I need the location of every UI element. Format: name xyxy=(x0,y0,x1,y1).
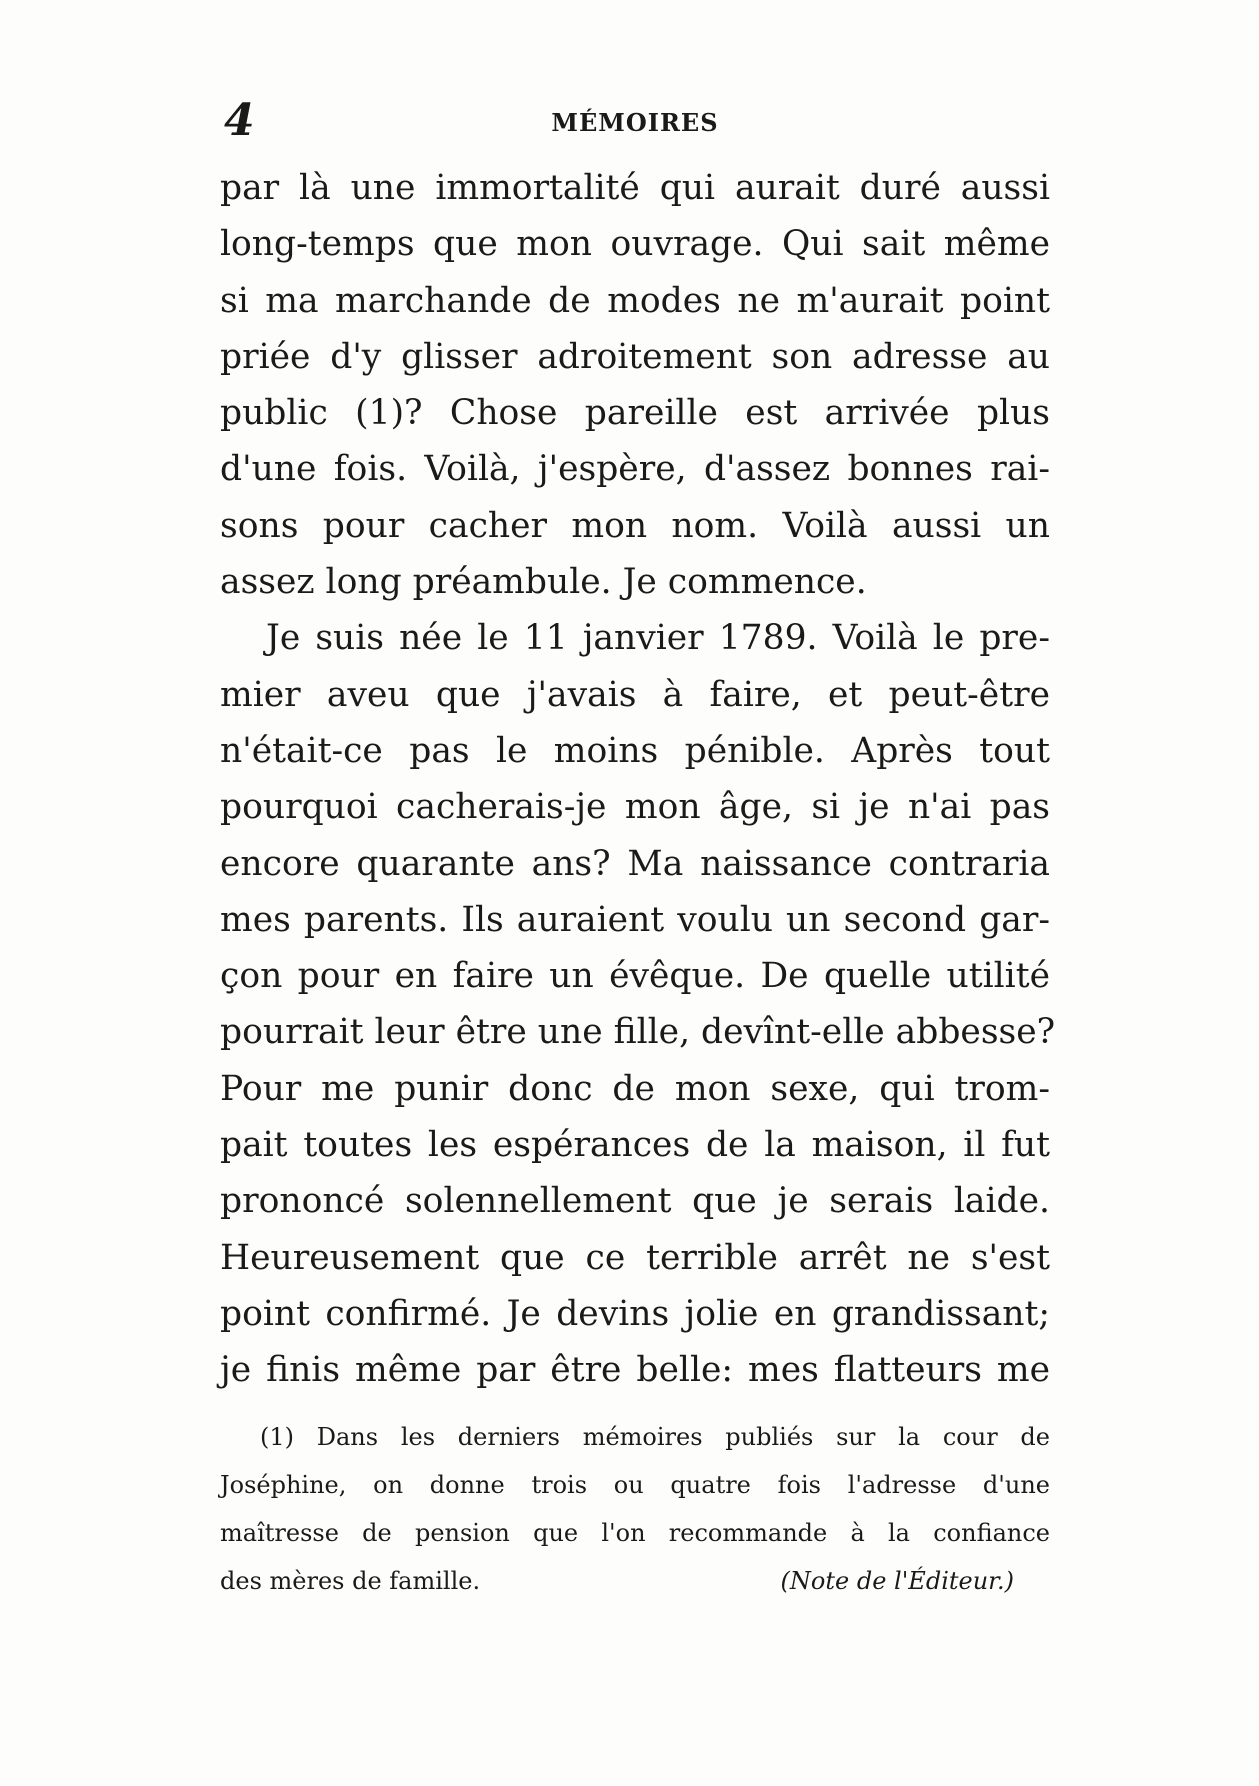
text-line: assez long préambule. Je commence. xyxy=(220,562,867,603)
text-line: n'était-ce pas le moins pénible. Après tout xyxy=(220,730,1050,771)
page-header xyxy=(220,96,1050,146)
text-line: mier aveu que j'avais à faire, et peut-être xyxy=(220,674,1050,715)
text-line: mes parents. Ils auraient voulu un second gar- xyxy=(220,899,1050,940)
text-line: par là une immortalité qui aurait duré aussi xyxy=(220,168,1050,208)
text-line: Heureusement que ce terrible arrêt ne s'est xyxy=(220,1237,1050,1278)
text-line: sons pour cacher mon nom. Voilà aussi un xyxy=(220,505,1050,546)
text-line: encore quarante ans? Ma naissance contraria xyxy=(220,843,1050,884)
text-line: Pour me punir donc de mon sexe, qui trom- xyxy=(220,1068,1050,1109)
footnote-line: des mères de famille. xyxy=(220,1567,481,1595)
body-text xyxy=(220,160,1056,1399)
text-line: si ma marchande de modes ne m'aurait point xyxy=(220,280,1050,321)
text-line: pourrait leur être une fille, devînt-elle abbesse? xyxy=(220,1012,1056,1053)
text-line: priée d'y glisser adroitement son adresse au xyxy=(220,336,1050,377)
page-number: 4 xyxy=(224,95,255,146)
footnote-line: maîtresse de pension que l'on recommande à la confiance xyxy=(220,1519,1050,1547)
footnote-last-line xyxy=(220,1557,1050,1605)
editor-note: (Note de l'Éditeur.) xyxy=(780,1567,1014,1595)
text-line: long-temps que mon ouvrage. Qui sait même xyxy=(220,224,1050,265)
footnote xyxy=(220,1413,1050,1605)
text-line: d'une fois. Voilà, j'espère, d'assez bonnes rai- xyxy=(220,449,1050,490)
text-line: prononcé solennellement que je serais laide. xyxy=(220,1181,1050,1222)
text-line: je finis même par être belle: mes flatteurs me xyxy=(220,1350,1050,1391)
paragraph-start-line: Je suis née le 11 janvier 1789. Voilà le pre- xyxy=(266,618,1050,659)
footnote-line: (1) Dans les derniers mémoires publiés sur la cour de xyxy=(260,1423,1050,1451)
footnote-line: Joséphine, on donne trois ou quatre fois l'adresse d'une xyxy=(220,1471,1050,1499)
text-line: public (1)? Chose pareille est arrivée plus xyxy=(220,393,1050,434)
text-line: point confirmé. Je devins jolie en grandissant; xyxy=(220,1293,1050,1334)
text-line: pait toutes les espérances de la maison, il fut xyxy=(220,1125,1050,1166)
text-line: çon pour en faire un évêque. De quelle utilité xyxy=(220,956,1050,997)
running-head: MÉMOIRES xyxy=(551,108,719,137)
text-line: pourquoi cacherais-je mon âge, si je n'ai pas xyxy=(220,787,1050,828)
